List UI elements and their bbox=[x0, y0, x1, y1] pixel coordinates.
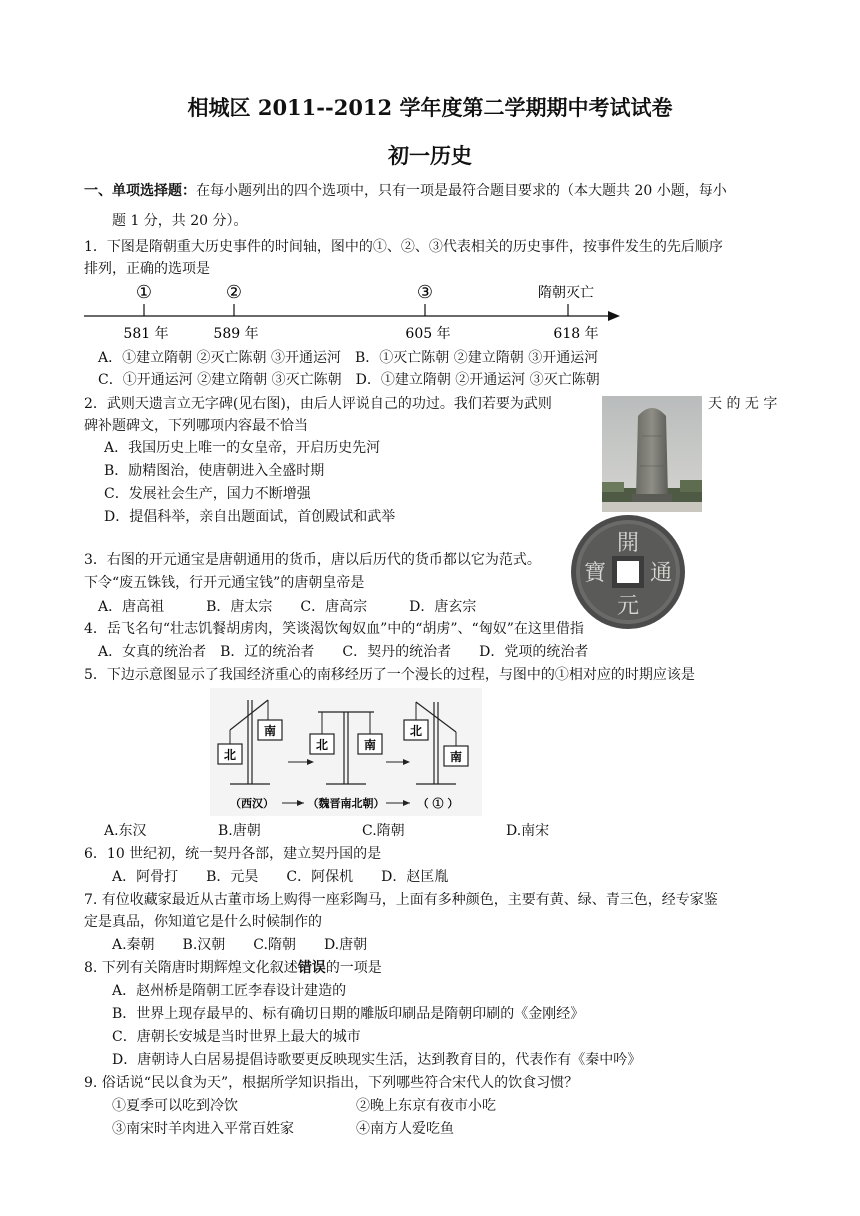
diagram-period-2: （魏晋南北朝） bbox=[307, 797, 385, 810]
q8-option-c: C．唐朝长安城是当时世界上最大的城市 bbox=[112, 1029, 361, 1045]
q1-options-row1: A．①建立隋朝 ②灭亡陈朝 ③开通运河 B．①灭亡陈朝 ②建立隋朝 ③开通运河 bbox=[98, 350, 599, 366]
q6-stem: 6．10 世纪初，统一契丹各部，建立契丹国的是 bbox=[84, 846, 382, 862]
diagram-south-2: 南 bbox=[363, 738, 377, 752]
q9-stem: 9. 俗话说“民以食为天”，根据所学知识指出，下列哪些符合宋代人的饮食习惯？ bbox=[84, 1075, 579, 1091]
q2-option-c: C．发展社会生产，国力不断增强 bbox=[104, 486, 311, 502]
diagram-north-3: 北 bbox=[409, 724, 423, 738]
q5-option-a: A.东汉 bbox=[104, 823, 147, 839]
q1-options-row2: C．①开通运河 ②建立隋朝 ③灭亡陈朝 D．①建立隋朝 ②开通运河 ③灭亡陈朝 bbox=[98, 372, 600, 388]
timeline-year-1: 581 年 bbox=[123, 326, 169, 342]
q1-stem-line1: 1．下图是隋朝重大历史事件的时间轴，图中的①、②、③代表相关的历史事件，按事件发生的先后顺序 bbox=[84, 239, 723, 255]
q2-option-d: D．提倡科举，亲自出题面试，首创殿试和武举 bbox=[104, 509, 396, 525]
page-subtitle: 初一历史 bbox=[388, 143, 472, 168]
q9-item-4: ④南方人爱吃鱼 bbox=[356, 1121, 454, 1137]
diagram-north-1: 北 bbox=[223, 748, 237, 762]
q3-options: A．唐高祖 B．唐太宗 C．唐高宗 D．唐玄宗 bbox=[98, 599, 477, 615]
timeline-year-2: 589 年 bbox=[213, 326, 259, 342]
q8-option-a: A．赵州桥是隋朝工匠李春设计建造的 bbox=[112, 983, 347, 999]
timeline-marker-2: ② bbox=[225, 282, 243, 303]
timeline-marker-4: 隋朝灭亡 bbox=[538, 285, 594, 301]
q5-option-c: C.隋朝 bbox=[362, 823, 405, 839]
section-instruction bbox=[84, 180, 727, 202]
coin-char-left: 寶 bbox=[583, 561, 607, 586]
q8-stem-end: 的一项是 bbox=[325, 960, 382, 976]
section-instruction-line2: 题 1 分，共 20 分）。 bbox=[112, 213, 248, 229]
q5-economic-center-diagram bbox=[210, 688, 482, 816]
coin-char-bottom: 元 bbox=[616, 594, 640, 619]
section-heading: 一、单项选择题： bbox=[84, 183, 196, 199]
q8-stem bbox=[84, 957, 382, 979]
q6-options: A．阿骨打 B．元昊 C．阿保机 D．赵匡胤 bbox=[112, 869, 449, 885]
q2-stem-line1: 2．武则天遗言立无字碑(见右图)，由后人评说自己的功过。我们若要为武则 bbox=[84, 396, 552, 412]
q2-stem-line2: 碑补题碑文，下列哪项内容最不恰当 bbox=[84, 418, 308, 434]
q7-options: A.秦朝 B.汉朝 C.隋朝 D.唐朝 bbox=[112, 937, 368, 953]
q1-stem-line2: 排列，正确的选项是 bbox=[84, 261, 210, 277]
section-instruction-line1: 在每小题列出的四个选项中，只有一项是最符合题目要求的（本大题共 20 小题，每小 bbox=[196, 183, 727, 199]
coin-char-right: 通 bbox=[649, 561, 673, 586]
q5-option-b: B.唐朝 bbox=[218, 823, 261, 839]
wordless-stele-photo bbox=[602, 396, 702, 512]
q2-stem-line1-end: 天 的 无 字 bbox=[708, 396, 778, 412]
q4-options: A．女真的统治者 B．辽的统治者 C．契丹的统治者 D．党项的统治者 bbox=[98, 644, 589, 660]
q2-option-b: B．励精图治，使唐朝进入全盛时期 bbox=[104, 463, 325, 479]
q9-item-1: ①夏季可以吃到冷饮 bbox=[112, 1098, 238, 1114]
q9-item-3: ③南宋时羊肉进入平常百姓家 bbox=[112, 1121, 294, 1137]
timeline-marker-3: ③ bbox=[416, 282, 434, 303]
coin-char-top: 開 bbox=[616, 531, 640, 556]
q1-timeline bbox=[80, 278, 630, 346]
q9-item-2: ②晚上东京有夜市小吃 bbox=[356, 1098, 496, 1114]
q8-option-d: D．唐朝诗人白居易提倡诗歌要更反映现实生活，达到教育目的，代表作有《秦中吟》 bbox=[112, 1052, 642, 1068]
timeline-year-4: 618 年 bbox=[553, 326, 599, 342]
q5-stem: 5．下边示意图显示了我国经济重心的南移经历了一个漫长的过程，与图中的①相对应的时期应该是 bbox=[84, 667, 695, 683]
page-title: 相城区 2011--2012 学年度第二学期期中考试试卷 bbox=[187, 95, 673, 120]
q5-option-d: D.南宋 bbox=[506, 823, 550, 839]
q2-option-a: A．我国历史上唯一的女皇帝，开启历史先河 bbox=[104, 440, 381, 456]
q7-stem-line2: 定是真品，你知道它是什么时候制作的 bbox=[84, 914, 322, 930]
diagram-north-2: 北 bbox=[315, 738, 329, 752]
q8-option-b: B．世界上现存最早的、标有确切日期的雕版印刷品是隋朝印刷的《金刚经》 bbox=[112, 1006, 585, 1022]
diagram-period-1: （西汉） bbox=[230, 797, 274, 810]
q4-stem: 4．岳飞名句“壮志饥餐胡虏肉，笑谈渴饮匈奴血”中的“胡虏”、“匈奴”在这里借指 bbox=[84, 621, 584, 637]
timeline-arrowhead bbox=[608, 311, 620, 321]
q8-stem-start: 8. 下列有关隋唐时期辉煌文化叙述 bbox=[84, 960, 298, 976]
timeline-marker-1: ① bbox=[135, 282, 153, 303]
q3-stem-line2: 下令“废五铢钱，行开元通宝钱”的唐朝皇帝是 bbox=[84, 575, 365, 591]
kaiyuan-coin-photo bbox=[568, 512, 688, 632]
diagram-south-1: 南 bbox=[263, 724, 277, 738]
q7-stem-line1: 7. 有位收藏家最近从古董市场上购得一座彩陶马，上面有多种颜色，主要有黄、绿、青三色，经专家鉴 bbox=[84, 892, 718, 908]
q8-stem-bold: 错误 bbox=[297, 960, 326, 976]
q3-stem-line1: 3．右图的开元通宝是唐朝通用的货币，唐以后历代的货币都以它为范式。 bbox=[84, 552, 541, 568]
timeline-year-3: 605 年 bbox=[405, 326, 451, 342]
diagram-south-3: 南 bbox=[449, 750, 463, 764]
diagram-period-3: （ ① ） bbox=[417, 797, 459, 810]
